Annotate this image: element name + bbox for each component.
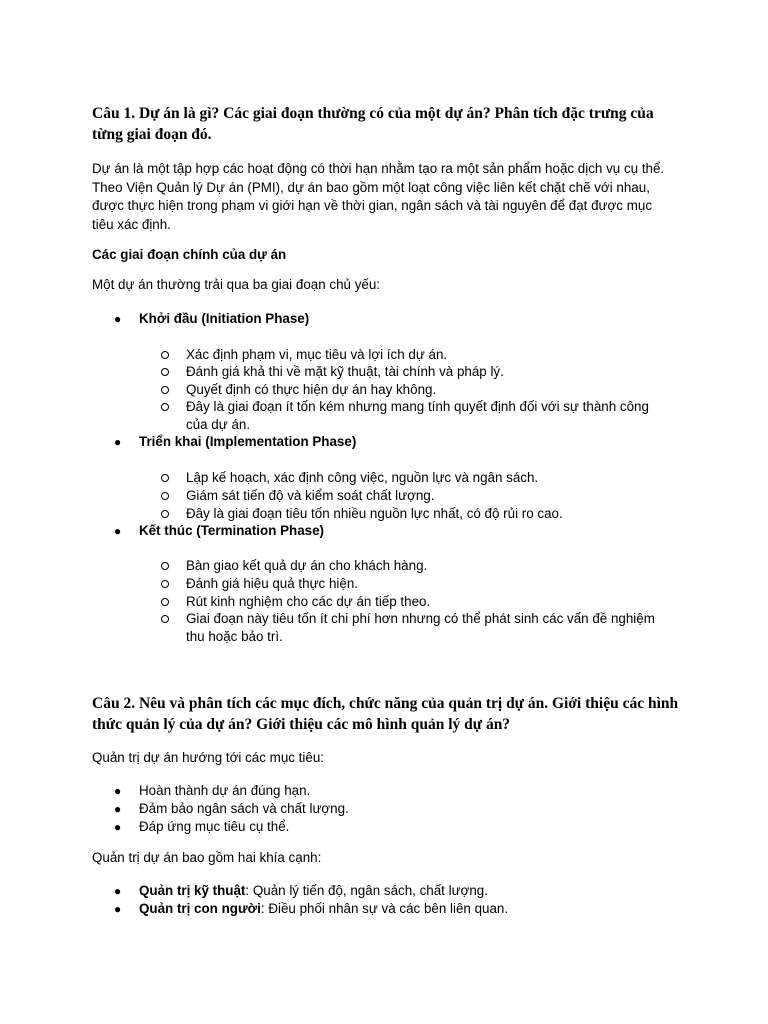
circle-bullet-icon [161, 403, 169, 411]
phase-label: Kết thúc (Termination Phase) [139, 523, 325, 538]
circle-bullet-icon [161, 474, 169, 482]
question1-title: Câu 1. Dự án là gì? Các giai đoạn thường có của một dự án? Phân tích đặc trưng của từng giai đoạn đó. [92, 105, 654, 143]
bullet-icon: ● [114, 820, 122, 834]
circle-bullet-icon [161, 598, 169, 606]
circle-bullet-icon [161, 492, 169, 500]
aspect-term: Quản trị kỹ thuật [139, 883, 246, 898]
circle-bullet-icon [161, 351, 169, 359]
circle-bullet-icon [161, 615, 169, 623]
document-page: Câu 1. Dự án là gì? Các giai đoạn thường có của một dự án? Phân tích đặc trưng của từng giai đoạn đó. Dự án là một tập hợp các hoạt động có thời hạn nhằm tạo ra một sản phẩm hoặc dịch vụ cụ thể. Theo Viện Quản lý Dự án (PMI), dự án bao gồm một loạt công việc liên kết chặt chẽ với nhau, được thực hiện trong phạm vi giới hạn về thời gian, ngân sách và tài nguyên để đạt được mục tiêu xác định. Các giai đoạn chính của dự án Một dự án thường trải qua ba giai đoạn chủ yếu: ● Khởi đầu (Initiation Phase) Xác định phạm vi, mục tiêu và lợi ích dự án. Đánh giá khả thi về mặt kỹ thuật, tài chính và pháp lý. Quyết định có thực hiện dự án hay không. Đây là giai đoạn ít tốn kém nhưng mang tính quyết định đối với sự thành công của dự án. ● Triển khai (Implementation Phase) Lập kế hoạch, xác định công việc, nguồn lực và ngân sách. Giám sát tiến độ và kiểm soát chất lượng. Đây là giai đoạn tiêu tốn nhiều nguồn lực nhất, có độ rủi ro cao. ● Kết thúc (Termination Phase) Bàn giao kết quả dự án cho khách hàng. Đánh giá hiệu quả thực hiện. Rút kinh nghiệm cho các dự án tiếp theo. Giai đoạn này tiêu tốn ít chi phí hơn nhưng có thể phát sinh các vấn đề nghiệm thu hoặc bảo trì. Câu 2. Nêu và phân tích các mục đích, chức năng của quản trị dự án. Giới thiệu các hình thức quản lý của dự án? Giới thiệu các mô hình quản lý dự án? Quản trị dự án hướng tới các mục tiêu: ● Hoàn thành dự án đúng hạn. ● Đảm bảo ngân sách và chất lượng. ● Đáp ứng mục tiêu cụ thể. Quản trị dự án bao gồm hai khía cạnh: ● Quản trị kỹ thuật: Quản lý tiến độ, ngân sách, chất lượng. ● Quản trị con người: Điều phối nhân sự và các bên liên quan. [92, 0, 682, 1024]
circle-bullet-icon [161, 580, 169, 588]
phase-label: Khởi đầu (Initiation Phase) [139, 311, 310, 326]
aspects-intro: Quản trị dự án bao gồm hai khía cạnh: [92, 850, 322, 865]
goals-intro: Quản trị dự án hướng tới các mục tiêu: [92, 750, 324, 765]
bullet-icon: ● [114, 524, 122, 538]
circle-bullet-icon [161, 386, 169, 394]
aspect-term: Quản trị con người [139, 901, 261, 916]
bullet-icon: ● [114, 884, 122, 898]
bullet-icon: ● [114, 784, 122, 798]
question1-intro: Dự án là một tập hợp các hoạt động có thời hạn nhằm tạo ra một sản phẩm hoặc dịch vụ cụ thể. Theo Viện Quản lý Dự án (PMI), dự án bao gồm một loạt công việc liên kết chặt chẽ với nhau, được thực hiện trong phạm vi giới hạn về thời gian, ngân sách và tài nguyên để đạt được mục tiêu xác định. [92, 161, 665, 233]
bullet-icon: ● [114, 802, 122, 816]
circle-bullet-icon [161, 510, 169, 518]
question2-title: Câu 2. Nêu và phân tích các mục đích, chức năng của quản trị dự án. Giới thiệu các hình thức quản lý của dự án? Giới thiệu các mô hình quản lý dự án? [92, 695, 679, 733]
phases-intro: Một dự án thường trải qua ba giai đoạn chủ yếu: [92, 277, 381, 292]
aspect-desc: : Quản lý tiến độ, ngân sách, chất lượng. [245, 883, 488, 898]
bullet-icon: ● [114, 435, 122, 449]
phases-heading: Các giai đoạn chính của dự án [92, 247, 287, 262]
bullet-icon: ● [114, 902, 122, 916]
circle-bullet-icon [161, 368, 169, 376]
bullet-icon: ● [114, 312, 122, 326]
aspect-desc: : Điều phối nhân sự và các bên liên quan. [260, 901, 509, 916]
circle-bullet-icon [161, 562, 169, 570]
phase-label: Triển khai (Implementation Phase) [139, 434, 357, 449]
